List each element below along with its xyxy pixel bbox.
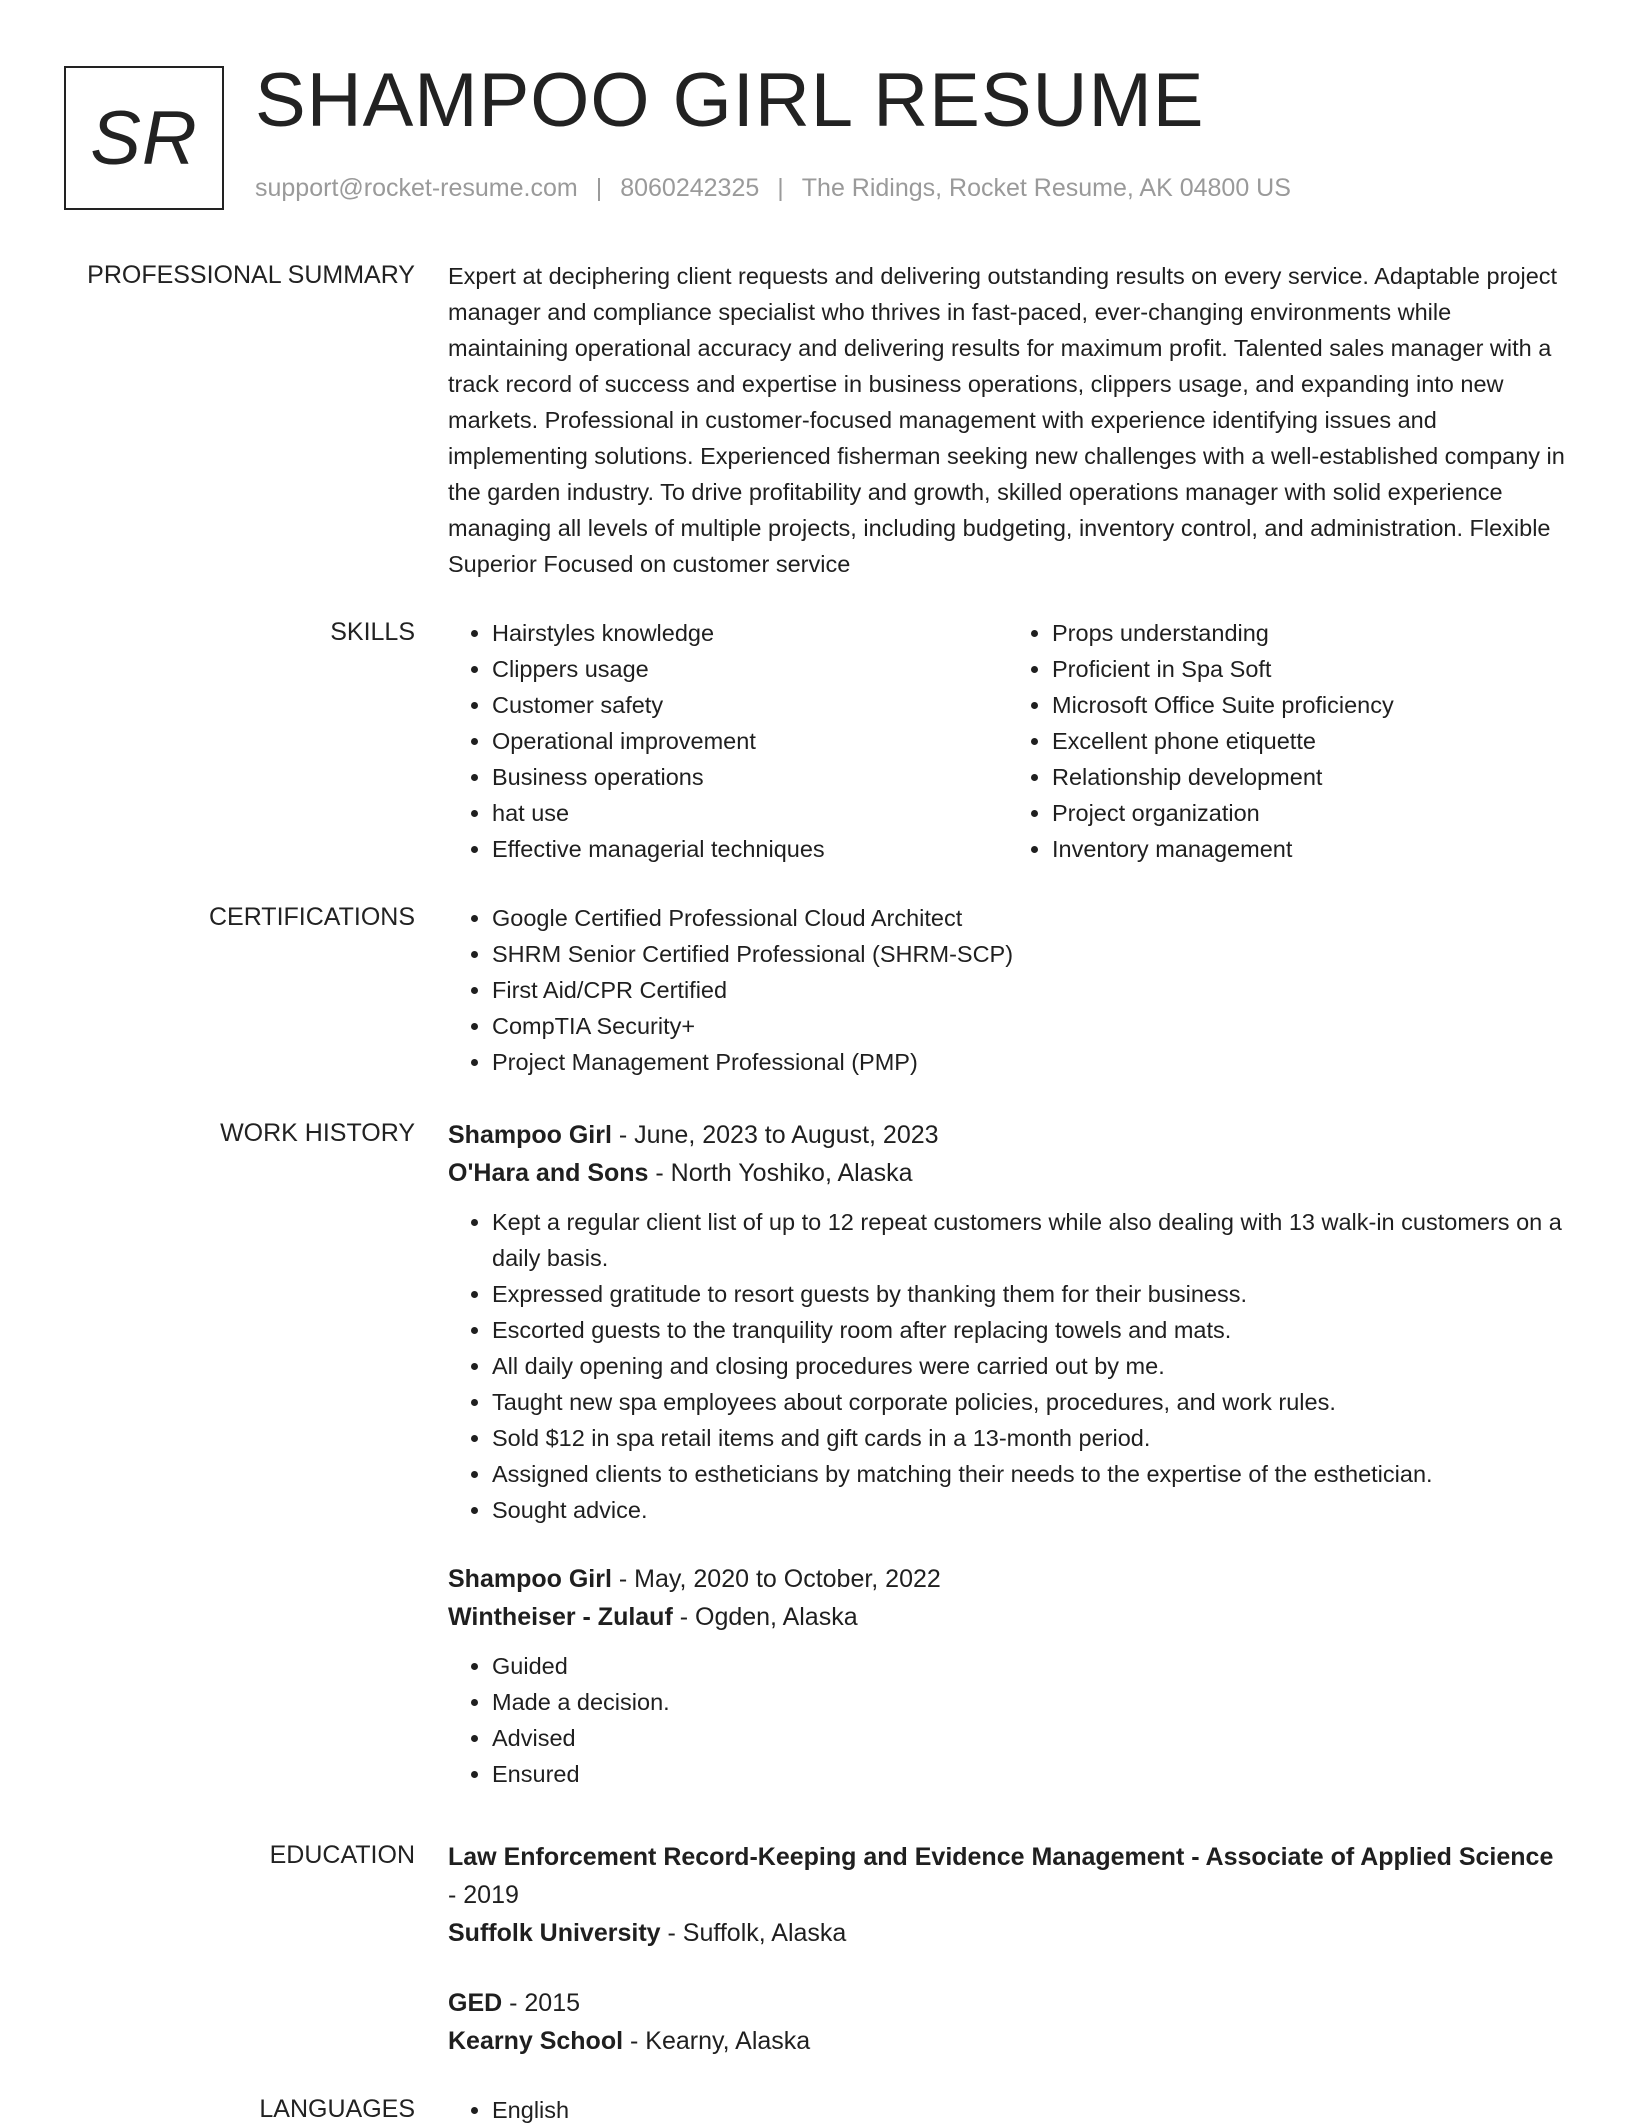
job-company-line bbox=[448, 1154, 1568, 1192]
summary-content bbox=[448, 258, 1568, 582]
job-bullet: • Kept a regular client list of up to 12 repeat customers while also dealing with 13 walk-in customers on a daily basis. bbox=[492, 1204, 1568, 1276]
certification-item: • First Aid/CPR Certified bbox=[492, 972, 1568, 1008]
section-label-certifications: CERTIFICATIONS bbox=[208, 903, 415, 931]
job-entry bbox=[448, 1116, 1568, 1528]
education-degree: Law Enforcement Record-Keeping and Evidence Management - Associate of Applied Science bbox=[448, 1843, 1554, 1871]
education-degree: GED bbox=[448, 1989, 503, 2017]
job-title-line bbox=[448, 1560, 1568, 1598]
education-entry bbox=[448, 1838, 1568, 1952]
job-company: Wintheiser - Zulauf bbox=[448, 1603, 673, 1631]
skill-item: • Customer safety bbox=[492, 687, 1008, 723]
job-bullets bbox=[448, 1204, 1568, 1528]
skill-item: • Clippers usage bbox=[492, 651, 1008, 687]
section-label-skills: SKILLS bbox=[330, 618, 415, 646]
job-bullet: • Guided bbox=[492, 1648, 1568, 1684]
languages-content bbox=[448, 2092, 1568, 2128]
education-school: Kearny School bbox=[448, 2027, 624, 2055]
job-bullet: • Expressed gratitude to resort guests by thanking them for their business. bbox=[492, 1276, 1568, 1312]
skills-list-right bbox=[1008, 615, 1568, 867]
job-dates: - June, 2023 to August, 2023 bbox=[611, 1121, 939, 1149]
certifications-list bbox=[448, 900, 1568, 1080]
job-location: - Ogden, Alaska bbox=[672, 1603, 858, 1631]
certification-item: • Project Management Professional (PMP) bbox=[492, 1044, 1568, 1080]
contact-separator: | bbox=[595, 174, 603, 202]
job-company-line bbox=[448, 1598, 1568, 1636]
language-item: • English bbox=[492, 2092, 1568, 2128]
contact-separator: | bbox=[777, 174, 784, 202]
certification-item: • CompTIA Security+ bbox=[492, 1008, 1568, 1044]
education-school-line bbox=[448, 1914, 1568, 1952]
job-dates: - May, 2020 to October, 2022 bbox=[611, 1565, 941, 1593]
work-history-content bbox=[448, 1116, 1568, 1792]
job-title: Shampoo Girl bbox=[448, 1565, 612, 1593]
job-title: Shampoo Girl bbox=[448, 1121, 612, 1149]
contact-email[interactable]: support@rocket-resume.com bbox=[255, 174, 578, 202]
job-bullet: • Escorted guests to the tranquility room after replacing towels and mats. bbox=[492, 1312, 1568, 1348]
job-entry bbox=[448, 1560, 1568, 1792]
monogram-logo: SR bbox=[64, 66, 224, 210]
skill-item: • Proficient in Spa Soft bbox=[1052, 651, 1568, 687]
contact-line bbox=[255, 174, 1291, 203]
education-location: - Suffolk, Alaska bbox=[660, 1919, 847, 1947]
certifications-content bbox=[448, 900, 1568, 1080]
education-school: Suffolk University bbox=[448, 1919, 661, 1947]
education-year: - 2015 bbox=[502, 1989, 581, 2017]
education-degree-line bbox=[448, 1838, 1568, 1914]
section-label-work-history: WORK HISTORY bbox=[220, 1119, 415, 1147]
education-degree-line bbox=[448, 1984, 1568, 2022]
section-label-languages: LANGUAGES bbox=[259, 2095, 415, 2123]
contact-address: The Ridings, Rocket Resume, AK 04800 US bbox=[801, 174, 1291, 202]
education-year: - 2019 bbox=[448, 1881, 519, 1909]
contact-phone[interactable]: 8060242325 bbox=[620, 174, 760, 202]
job-company: O'Hara and Sons bbox=[448, 1159, 649, 1187]
job-bullet: • Assigned clients to estheticians by matching their needs to the expertise of the esthetician. bbox=[492, 1456, 1568, 1492]
skill-item: • Props understanding bbox=[1052, 615, 1568, 651]
skill-item: • Inventory management bbox=[1052, 831, 1568, 867]
skill-item: • Project organization bbox=[1052, 795, 1568, 831]
job-bullet: • Ensured bbox=[492, 1756, 1568, 1792]
skill-item: • Effective managerial techniques bbox=[492, 831, 1008, 867]
skill-item: • Excellent phone etiquette bbox=[1052, 723, 1568, 759]
job-bullet: • All daily opening and closing procedures were carried out by me. bbox=[492, 1348, 1568, 1384]
job-bullet: • Advised bbox=[492, 1720, 1568, 1756]
education-school-line bbox=[448, 2022, 1568, 2060]
education-content bbox=[448, 1838, 1568, 2060]
skills-list-left bbox=[448, 615, 1008, 867]
languages-list bbox=[448, 2092, 1568, 2128]
job-bullet: • Made a decision. bbox=[492, 1684, 1568, 1720]
summary-text: Expert at deciphering client requests and delivering outstanding results on every service. Adaptable project manager and compliance specialist who thrives in fast-paced, ever-changing environments while maintaining operational accuracy and delivering results for maximum profit. Talented sales manager with a track record of success and expertise in business operations, clippers usage, and expanding into new markets. Professional in customer-focused management with experience identifying issues and implementing solutions. Experienced fisherman seeking new challenges with a well-established company in the garden industry. To drive profitability and growth, skilled operations manager with solid experience managing all levels of multiple projects, including budgeting, inventory control, and administration. Flexible Superior Focused on customer service bbox=[448, 263, 1565, 577]
skill-item: • Operational improvement bbox=[492, 723, 1008, 759]
section-label-summary: PROFESSIONAL SUMMARY bbox=[87, 261, 415, 289]
job-bullet: • Sold $12 in spa retail items and gift cards in a 13-month period. bbox=[492, 1420, 1568, 1456]
education-location: - Kearny, Alaska bbox=[623, 2027, 811, 2055]
job-bullet: • Sought advice. bbox=[492, 1492, 1568, 1528]
section-label-education: EDUCATION bbox=[269, 1841, 415, 1869]
education-entry bbox=[448, 1984, 1568, 2060]
skill-item: • Microsoft Office Suite proficiency bbox=[1052, 687, 1568, 723]
skill-item: • Relationship development bbox=[1052, 759, 1568, 795]
skill-item: • Hairstyles knowledge bbox=[492, 615, 1008, 651]
certification-item: • SHRM Senior Certified Professional (SHRM-SCP) bbox=[492, 936, 1568, 972]
skill-item: • Business operations bbox=[492, 759, 1008, 795]
skills-content bbox=[448, 615, 1568, 867]
skill-item: • hat use bbox=[492, 795, 1008, 831]
job-location: - North Yoshiko, Alaska bbox=[648, 1159, 913, 1187]
resume-title: SHAMPOO GIRL RESUME bbox=[255, 58, 1205, 143]
certification-item: • Google Certified Professional Cloud Architect bbox=[492, 900, 1568, 936]
job-bullet: • Taught new spa employees about corporate policies, procedures, and work rules. bbox=[492, 1384, 1568, 1420]
job-title-line bbox=[448, 1116, 1568, 1154]
job-bullets bbox=[448, 1648, 1568, 1792]
